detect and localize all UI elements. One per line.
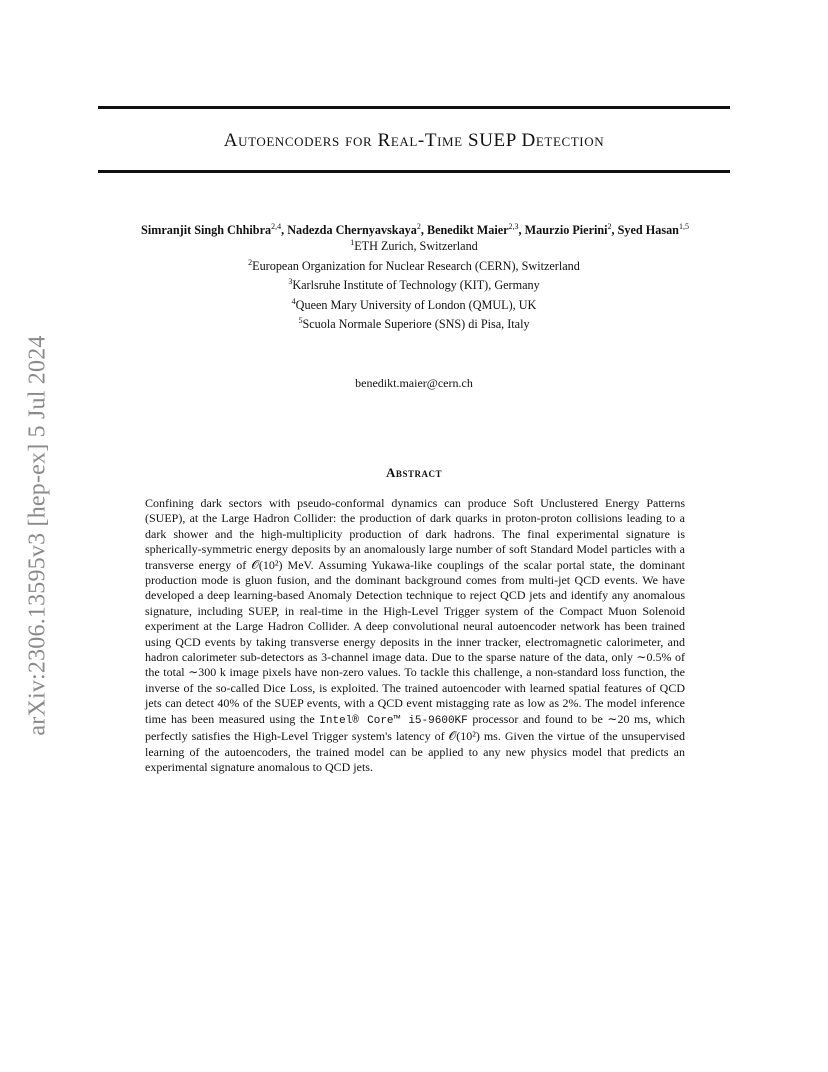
title-rule-top [98,106,730,109]
processor-name: Intel® Core™ i5-9600KF [319,714,468,727]
author: Syed Hasan$^{1,5}$ [617,222,689,238]
author-list: Simranjit Singh Chhibra$^{2,4}$, Nadezda Chernyavskaya$^2$, Benedikt Maier$^{2,3}$, Maurzio Pierini$^2$, Syed Hasan$^{1,5}$ [141,222,689,238]
arxiv-identifier-stamp[interactable] [18,300,58,770]
abstract-body [145,496,685,775]
author: Maurzio Pierini$^2$ [524,222,612,238]
paper-title: Autoencoders for Real-Time SUEP Detection [223,130,605,151]
affiliation: $^2$European Organization for Nuclear Research (CERN), Switzerland [248,257,580,273]
affiliation: $^5$Scuola Normale Superiore (SNS) di Pisa, Italy [298,316,530,332]
affiliation: $^4$Queen Mary University of London (QMUL), UK [291,296,537,312]
author: Simranjit Singh Chhibra$^{2,4}$ [141,222,282,238]
abstract-paragraph: Confining dark sectors with pseudo-conformal dynamics can produce Soft Unclustered Energy Patterns (SUEP), at the Large Hadron Collider: the production of dark quarks in proton-proton collisions leading to a dark shower and the high-multiplicity production of dark hadrons. The final experimental signature is spherically-symmetric energy deposits by an anomalously large number of soft Standard Model particles with a transverse energy of 𝒪(10²) MeV. Assuming Yukawa-like couplings of the scalar portal state, the dominant production mode is gluon fusion, and the dominant background comes from multi-jet QCD events. We have developed a deep learning-based Anomaly Detection technique to reject QCD jets and identify any anomalous signature, including SUEP, in real-time in the High-Level Trigger system of the Compact Muon Solenoid experiment at the Large Hadron Collider. A deep convolutional neural autoencoder network has been trained using QCD events by taking transverse energy deposits in the inner tracker, electromagnetic calorimeter, and hadron calorimeter sub-detectors as 3-channel image data. Due to the sparse nature of the data, only ∼0.5% of the total ∼300 k image pixels have non-zero values. To tackle this challenge, a non-standard loss function, the inverse of the so-called Dice Loss, is exploited. The trained autoencoder with learned spatial features of QCD jets can detect 40% of the SUEP events, with a QCD event mistagging rate as low as 2%. The model inference time has been measured using the Intel® Core™ i5-9600KF processor and found to be ∼20 ms, which perfectly satisfies the High-Level Trigger system's latency of 𝒪(10²) ms. Given the virtue of the unsupervised learning of the autoencoders, the trained model can be applied to any new physics model that predicts an experimental signature anomalous to QCD jets. [145,496,685,774]
abstract-heading: Abstract [386,465,442,480]
contact-email[interactable]: benedikt.maier@cern.ch [355,376,473,390]
affiliation: $^1$ETH Zurich, Switzerland [350,238,478,254]
author: Nadezda Chernyavskaya$^2$ [287,222,421,238]
author: Benedikt Maier$^{2,3}$ [426,222,519,238]
arxiv-identifier-text[interactable]: arXiv:2306.13595v3 [hep-ex] 5 Jul 2024 [24,334,51,736]
affiliation-list [98,235,730,333]
affiliation: $^3$Karlsruhe Institute of Technology (KIT), Germany [288,277,540,293]
title-rule-bottom [98,170,730,173]
